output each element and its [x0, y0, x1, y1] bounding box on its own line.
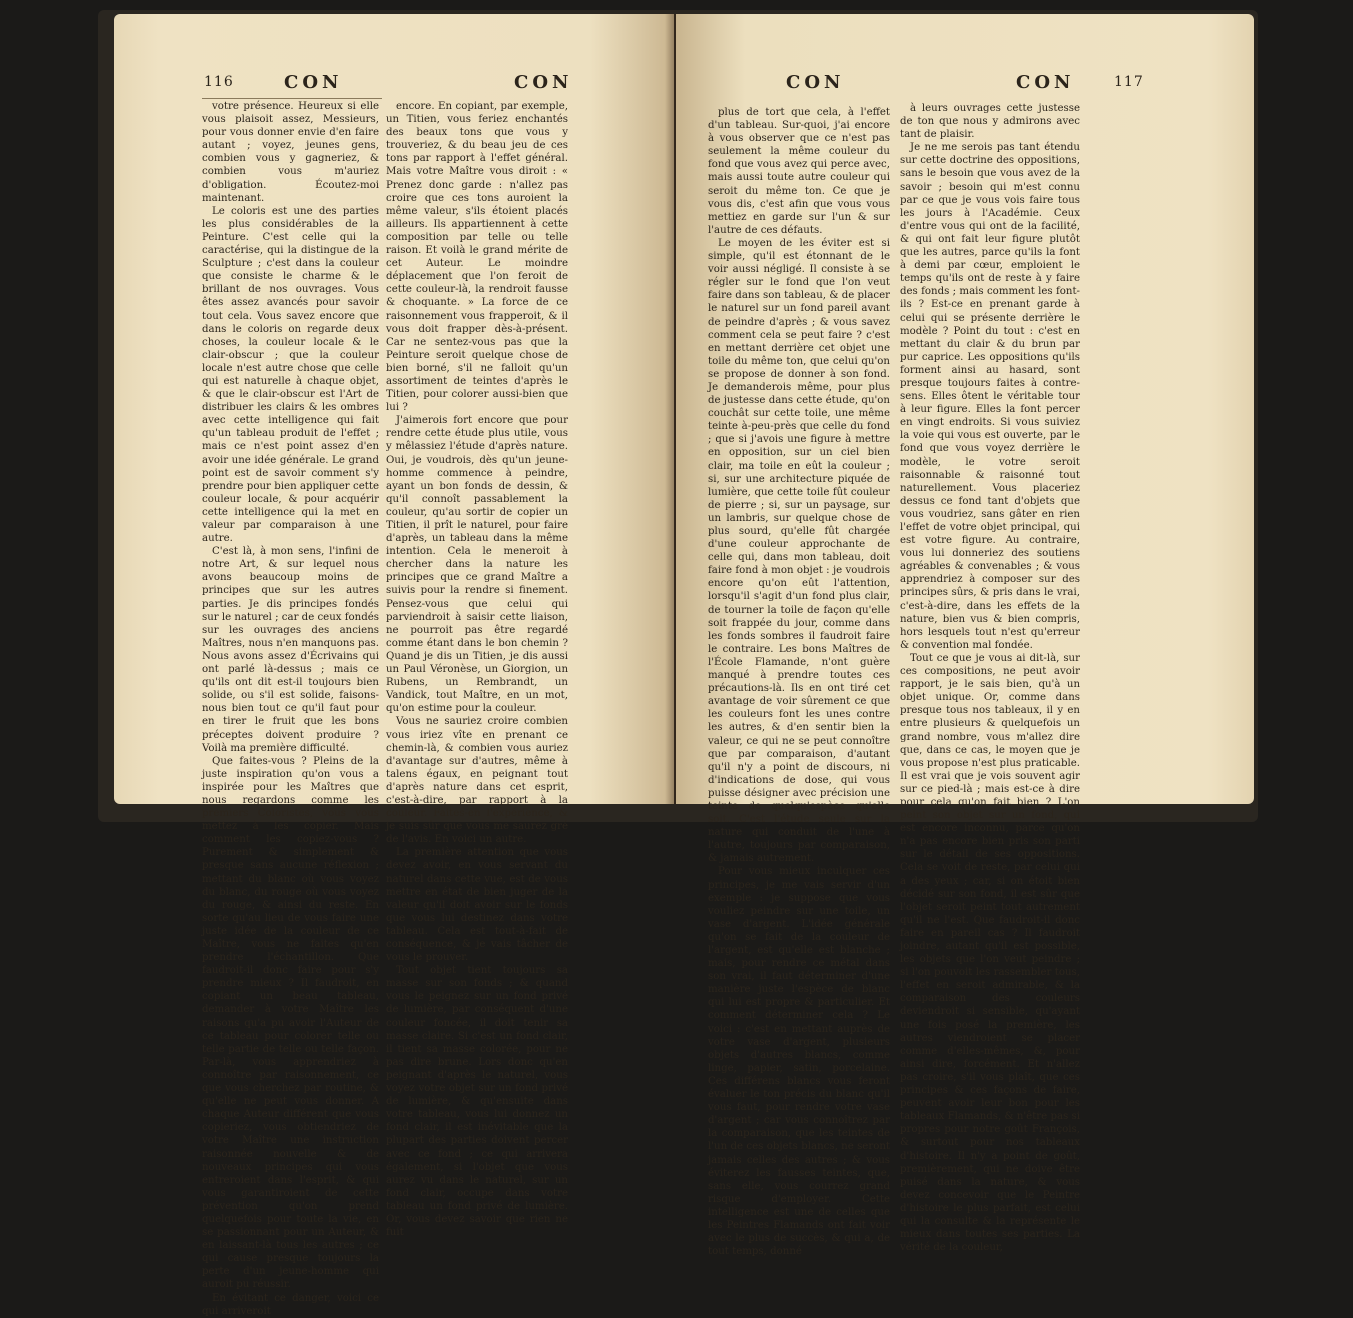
paragraph: encore. En copiant, par exemple, un Titien, vous feriez enchantés des beaux tons que vous y trouveriez, & du beau jeu de ces tons par rapport à l'effet général. Mais votre Maître vous diroit : « Prenez donc garde : n'allez pas croire que ces tons auroient la même valeur, s'ils étoient placés ailleurs. Ils appartiennent à cette composition par telle ou telle raison. Et voilà le grand mérite de cet Auteur. Le moindre déplacement que l'on feroit de cette couleur-là, la rendroit fausse & choquante. » La force de ce raisonnement vous frapperoit, & il vous doit frapper dès-à-présent. Car ne sentez-vous pas que la Peinture seroit quelque chose de bien borné, s'il ne falloit qu'un assortiment de teintes d'après le Titien, pour colorer aussi-bien que lui ? [386, 101, 568, 414]
paragraph: J'aimerois fort encore que pour rendre cette étude plus utile, vous y mêlassiez l'étude d'après nature. Oui, je voudrois, dès qu'un jeune-homme commence à peindre, ayant un bon fonds de dessin, & qu'il connoît passablement la couleur, qu'au sortir de copier un Titien, il prît le naturel, pour faire d'après, un tableau dans la même intention. Cela le meneroit à chercher dans la nature les principes que ce grand Maître a suivis pour la rendre si finement. Pensez-vous que celui qui parviendroit à saisir cette liaison, ne pourroit pas être regardé comme étant dans le bon chemin ? Quand je dis un Titien, je dis aussi un Paul Véronèse, un Giorgion, un Rubens, un Rembrandt, un Vandick, tout Maître, en un mot, qu'on estime pour la couleur. [386, 415, 568, 715]
text-column-left-2 [386, 100, 568, 1239]
text-column-right-1 [708, 106, 890, 1258]
paragraph: En évitant ce danger, voici ce qui arriveroit [202, 1292, 379, 1317]
paragraph: Vous ne sauriez croire combien vous iriez vîte en prenant ce chemin-là, & combien vous auriez d'avantage sur d'autres, même à talens égaux, en peignant tout d'après nature dans cet esprit, c'est-à-dire, par rapport à la couleur. Faites-en l'expérience, & je suis sûr que vous me saurez gré de l'avis. En voici un autre. [386, 716, 568, 846]
running-head-right-2: CON [1016, 72, 1075, 93]
paragraph: Le moyen de les éviter est si simple, qu'il est étonnant de le voir aussi négligé. Il consiste à se régler sur le fond que l'on veut faire dans son tableau, & de placer le naturel sur un fond pareil avant de peindre d'après ; & vous savez comment cela se peut faire ? c'est en mettant derrière cet objet une toile du même ton, que celui qu'on se propose de donner à son fond. Je demanderois même, pour plus de justesse dans cette étude, qu'on couchât sur cette toile, une même teinte à-peu-près que celle du fond ; que si j'avois une figure à mettre en opposition, sur un ciel bien clair, ma toile en eût la couleur ; si, sur une architecture piquée de lumière, que cette toile fût couleur de pierre ; si, sur un paysage, sur un lambris, sur quelque chose de plus sourd, qu'elle fût chargée d'une couleur approchante de celle qui, dans mon tableau, doit faire fond à mon objet : je voudrois encore qu'on eût l'attention, lorsqu'il s'agit d'un fond plus clair, de tourner la toile de façon qu'elle soit frappée du jour, comme dans les fonds sombres il faudroit faire le contraire. Les bons Maîtres de l'École Flamande, n'ont guère manqué à prendre toutes ces précautions-là. Ils en ont tiré cet avantage de voir sûrement ce que les couleurs font les unes contre les autres, & d'en sentir bien la valeur, ce qui ne se peut connoître que par comparaison, d'autant qu'il n'y a point de discours, ni d'indications de dose, qui vous puisse désigner avec précision une teinte de quelqu'espèce qu'elle soit. C'est l'étude seule sur la nature qui conduit de l'une à l'autre, toujours par comparaison, & jamais autrement. [708, 237, 890, 865]
paragraph: Le coloris est une des parties les plus considérables de la Peinture. C'est celle qui la caractérise, qui la distingue de la Sculpture ; c'est dans la couleur que consiste le charme & le brillant de nos ouvrages. Vous êtes assez avancés pour savoir tout cela. Vous savez encore que dans le coloris on regarde deux choses, la couleur locale & le clair-obscur ; que la couleur locale n'est autre chose que celle qui est naturelle à chaque objet, & que le clair-obscur est l'Art de distribuer les clairs & les ombres avec cette intelligence qui fait qu'un tableau produit de l'effet ; mais ce n'est point assez d'en avoir une idée générale. Le grand point est de savoir comment s'y prendre pour bien appliquer cette couleur locale, & pour acquérir cette intelligence qui la met en valeur par comparaison à une autre. [202, 205, 379, 545]
paragraph: Tout objet tient toujours sa masse sur son fonds ; & quand vous le peignez sur un fond privé de lumière, par conséquent d'une couleur foncée, il doit tenir sa masse claire. Si c'est un fond clair, il tient sa masse colorée, pour ne pas dire brune. Lors donc qu'en peignant d'après le naturel, vous voyez votre objet sur un fond privé de lumière, & qu'ensuite dans votre tableau, vous lui donnez un fond clair, il est inévitable que la plupart des parties doivent percer avec ce fond ; ce qui arrivera également, si l'objet que vous aurez vu dans le naturel, sur un fond clair, occupe dans votre tableau un fond privé de lumière. Or, vous devez savoir que rien ne fuit [386, 965, 568, 1239]
paragraph: C'est là, à mon sens, l'infini de notre Art, & sur lequel nous avons beaucoup moins de principes que sur les autres parties. Je dis principes fondés sur le naturel ; car de ceux fondés sur les ouvrages des anciens Maîtres, nous n'en manquons pas. Nous avons assez d'Écrivains qui ont parlé là-dessus ; mais ce qu'ils ont dit est-il toujours bien solide, ou s'il est solide, faisons-nous bien tout ce qu'il faut pour en tirer le fruit que les bons préceptes doivent produire ? Voilà ma première difficulté. [202, 546, 379, 754]
page-number-right: 117 [1114, 74, 1144, 90]
right-page-header [676, 72, 1254, 98]
paragraph: Que faites-vous ? Pleins de la juste inspiration qu'on vous a inspirée pour les Maîtres que nous regardons comme les premiers Coloristes, vous vous mettez à les copier. Mais comment les copiez-vous ? Purement & simplement & presque sans aucune réflexion ; mettant du blanc où vous voyez du blanc, du rouge où vous voyez du rouge, & ainsi du reste. En sorte qu'au lieu de vous faire une juste idée de la couleur de ce Maître, vous ne faites qu'en prendre l'échantillon. Que faudroit-il donc faire pour s'y prendre mieux ? Il faudroit, en copiant un beau tableau, demander à votre Maître les raisons qu'a pu avoir l'Auteur de ce tableau pour colorer telle ou telle partie de telle ou telle façon. Par-là, vous apprendriez à connoître par raisonnement, ce que vous cherchez par routine, & qu'elle ne peut vous donner. A chaque Auteur différent que vous copieriez, vous obtiendriez de votre Maître une instruction raisonnée nouvelle & de nouveaux principes qui vous entreroient dans l'esprit, & qui vous garantiroient de cette prévention qu'on prend quelquefois pour toute la vie, en se passionnant pour un Auteur, & en laissant-là tous les autres ; ce qui cause presque toujours la perte d'un jeune-homme qui auroit pu réussir. [202, 755, 379, 1291]
page-number-left: 116 [204, 74, 234, 90]
left-page-header [114, 72, 674, 98]
header-rule-left [202, 98, 382, 99]
paragraph: à leurs ouvrages cette justesse de ton que nous y admirons avec tant de plaisir. [900, 103, 1080, 141]
paragraph: Pour vous mieux inculquer ces principes, je me vais servir d'un exemple : je suppose que vous vouliez peindre sur une toile, un vase d'argent. L'idée générale qu'on se fait de la couleur de l'argent, est qu'elle est blanche ; mais, pour rendre ce métal dans son vrai, il faut déterminer d'une manière juste l'espèce de blanc qui lui est propre & particulier. Et comment déterminer cela ? Le voici : c'est en mettant auprès de votre vase d'argent, plusieurs objets d'autres blancs, comme linge, papier, satin, porcelaine. Ces différens blancs vous feront évaluer le ton précis du blanc qu'il vous faut, pour rendre votre vase d'argent ; car vous connoîtrez par la comparaison, que les teintes de l'un de ces objets blancs, ne seront jamais celles des autres ; & vous éviterez les fausses teintes, que, sans elle, vous courrez grand risque d'employer. Cette intelligence est une de celles que les Peintres Flamands ont fait voir avec le plus de succès, & qui a, de tout temps, donné [708, 866, 890, 1258]
text-column-right-2 [900, 102, 1080, 1254]
running-head-left-1: CON [284, 72, 343, 93]
paragraph: La première attention que vous devez avoir, en vous servant du naturel dans cette vue, est de vous mettre en état de bien juger de la valeur qu'il doit avoir sur le fonds que vous lui destinez dans votre tableau. Cela est tout-à-fait de conséquence, & je vais tâcher de vous le prouver. [386, 847, 568, 964]
text-column-left-1 [202, 100, 379, 1317]
paragraph: Tout ce que je vous ai dit-là, sur ces compositions, ne peut avoir rapport, je le sais bien, qu'à un objet unique. Or, comme dans presque tous nos tableaux, il y en entre plusieurs & quelquefois un grand nombre, vous m'allez dire que, dans ce cas, le moyen que je vous propose n'est plus praticable. Il est vrai que je vois souvent agir sur ce pied-là ; mais est-ce à dire pour cela qu'on fait bien ? L'on peint son objet sur un fond, qui est encore inconnu, parce qu'on n'a pas encore bien pris son parti sur le détail de ses oppositions. Cela se voit de reste, par celui qui a des yeux ; car, si on étoit bien décidé sur son fond, il est sûr que l'objet seroit peint tout autrement qu'il ne l'est. Que faudroit-il donc faire en pareil cas ? Il faudroit joindre, autant qu'il est possible, les objets que l'on veut peindre ; si l'on pouvoit les rassembler tous, l'effet en seroit admirable, & la comparaison des couleurs deviendroit si sensible, qu'ayant une fois posé la première, les autres viendroient se placer comme d'elles-mêmes, &, pour ainsi dire, forcément. Et n'allez pas croire, s'il vous plaît, que ces principes & ces façons de faire, peuvent avoir leur bon pour les tableaux Flamands, & n'être pas si propres pour notre goût François, & surtout pour nos tableaux d'histoire. Il n'y a point de goût, premièrement, qui ne doive être puisé dans la nature, & vous devez concevoir que le Peintre d'histoire le plus parfait, est celui qui la consulte & la représente le mieux dans toutes ses parties. La vérité de la couleur, [900, 652, 1080, 1254]
running-head-left-2: CON [514, 72, 573, 93]
left-page [114, 14, 674, 1317]
paragraph: Je ne me serois pas tant étendu sur cette doctrine des oppositions, sans le besoin que vous avez de la savoir ; besoin qui m'est connu par ce que je vous vois faire tous les jours à l'Académie. Ceux d'entre vous qui ont de la facilité, & qui ont fait leur figure plutôt que les autres, parce qu'ils la font à demi par cœur, emploient le temps qu'ils ont de reste à y faire des fonds ; mais comment les font-ils ? Est-ce en prenant garde à celui qui se présente derrière le modèle ? Point du tout : c'est en mettant du clair & du brun par pur caprice. Les oppositions qu'ils forment ainsi au hasard, sont presque toujours faites à contre-sens. Elles ôtent le véritable tour à leur figure. Elles la font percer en vingt endroits. Si vous suiviez la voie qui vous est ouverte, par le fond que vous voyez derrière le modèle, le votre seroit raisonnable & raisonné tout naturellement. Vous placeriez dessus ce fond tant d'objets que vous voudriez, sans gâter en rien l'effet de votre objet principal, qui est votre figure. Au contraire, vous lui donneriez des soutiens agréables & convenables ; & vous apprendriez à composer sur des principes sûrs, & pris dans le vrai, c'est-à-dire, dans les effets de la nature, bien vus & bien compris, hors lesquels tout n'est qu'erreur & convention mal fondée. [900, 142, 1080, 651]
paragraph: plus de tort que cela, à l'effet d'un tableau. Sur-quoi, j'ai encore à vous observer que ce n'est pas seulement la même couleur du fond que vous avez qui perce avec, mais aussi toute autre couleur qui seroit du même ton. Ce que je vous dis, c'est afin que vous vous mettiez en garde sur l'un & sur l'autre de ces défauts. [708, 107, 890, 236]
right-page [676, 14, 1254, 1258]
running-head-right-1: CON [786, 72, 845, 93]
paragraph: votre présence. Heureux si elle vous plaisoit assez, Messieurs, pour vous donner envie d'en faire autant ; voyez, jeunes gens, combien vous y gagneriez, & combien vous m'auriez d'obligation. Écoutez-moi maintenant. [202, 101, 379, 204]
